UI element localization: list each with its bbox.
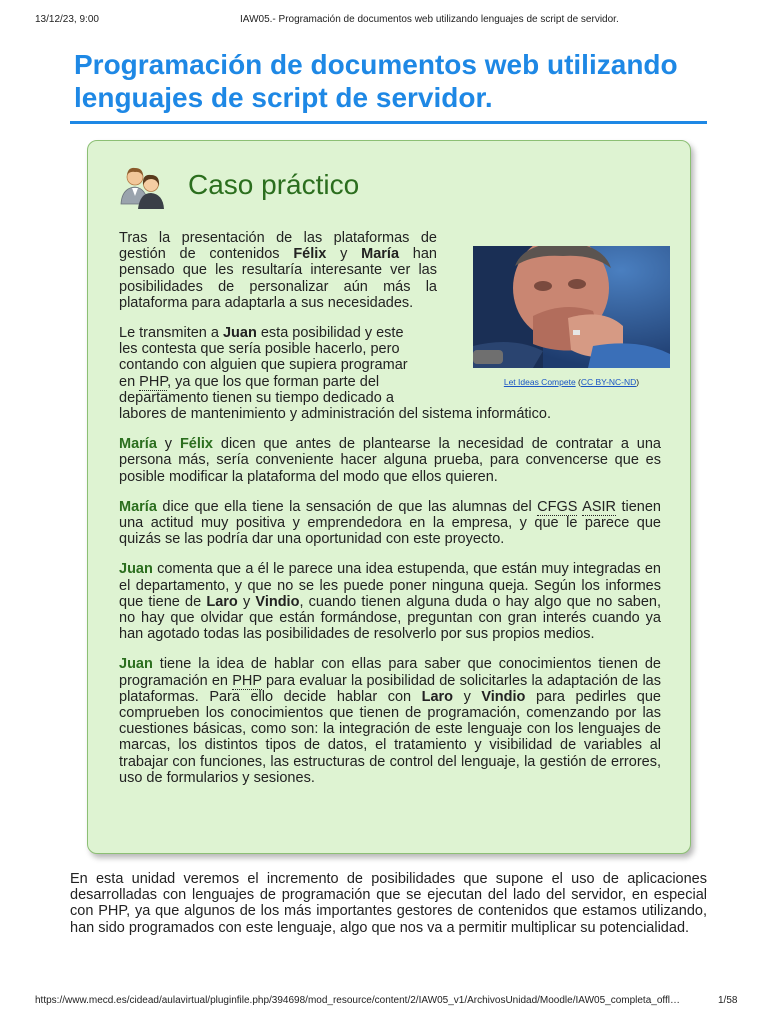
license-link[interactable]: CC BY-NC-ND bbox=[580, 377, 637, 387]
page-number: 1/58 bbox=[718, 995, 738, 1006]
php-abbreviation[interactable]: PHP bbox=[139, 373, 168, 390]
case-paragraph-5: Juan comenta que a él le parece una idea estupenda, que están muy integradas en el departamento, y que no se les puede poner ninguna queja. Según los informes que tiene de Laro y Vindio, cuando tienen alguna duda o hay algo que no saben, no hay que olvidar que están formándose, preguntan con gran interés cuando ya han agotado todas las posibilidades de resolverlo por sus propios medios. bbox=[119, 561, 661, 643]
php-abbreviation[interactable]: PHP bbox=[232, 672, 262, 689]
case-paragraph-6: Juan tiene la idea de hablar con ellas para saber que conocimientos tienen de programación en PHP para evaluar la posibilidad de solicitarles la adaptación de las plataformas. Para ello decide hablar con Laro y Vindio para pedirles que comprueben los conocimientos que tienen de programación, comenzando por las cuestiones básicas, como son: la integración de este lenguaje con los lenguajes de marcas, los distintos tipos de datos, el tratamiento y visibilidad de variables al trabajar con funciones, las estructuras de control del lenguaje, la gestión de errores, uso de formularios y sesiones. bbox=[119, 656, 662, 786]
title-underline bbox=[70, 121, 707, 124]
print-document-title: IAW05.- Programación de documentos web utilizando lenguajes de script de servidor. bbox=[240, 14, 619, 25]
caption-open-paren: ( bbox=[575, 377, 581, 387]
case-paragraph-2: Le transmiten a Juan esta posibilidad y este les contesta que sería posible hacerlo, pero contando con alguien que supiera programar en PHP, ya que los que forman parte del departamento tienen su tiempo dedicado a labores de mantenimiento y administración del sistema informático. bbox=[119, 325, 551, 423]
case-practice-box bbox=[87, 140, 691, 854]
print-url: https://www.mecd.es/cidead/aulavirtual/pluginfile.php/394698/mod_resource/content/2/IAW05_v1/ArchivosUnidad/Moodle/IAW05_completa_offl… bbox=[35, 995, 680, 1006]
intro-paragraph: En esta unidad veremos el incremento de posibilidades que supone el uso de aplicaciones desarrolladas con lenguajes de programación que se ejecutan del lado del servidor, en especial con PHP, ya que algunos de los más importantes gestores de contenidos que estamos utilizando, han sido programados con este lenguaje, algo que nos va a permitir multiplicar su potencialidad. bbox=[70, 871, 707, 936]
photo-caption-link[interactable]: Let Ideas Compete bbox=[503, 377, 576, 387]
caption-close-paren: ) bbox=[636, 377, 640, 387]
asir-abbreviation[interactable]: ASIR bbox=[582, 498, 616, 515]
case-paragraph-4: María dice que ella tiene la sensación de que las alumnas del CFGS ASIR tienen una actitud muy positiva y emprendedora en la empresa, y que le parece que quizás se las podría dar una oportunidad con este proyecto. bbox=[119, 498, 661, 548]
case-heading: Caso práctico bbox=[188, 169, 360, 200]
case-body bbox=[119, 230, 661, 800]
print-date: 13/12/23, 9:00 bbox=[35, 14, 99, 25]
page-title: Programación de documentos web utilizando lenguajes de script de servidor. bbox=[74, 49, 678, 113]
two-people-icon bbox=[118, 166, 168, 210]
case-paragraph-3: María y Félix dicen que antes de plantearse la necesidad de contratar a una persona más, sería conveniente hacer alguna prueba, para convencerse que es posible modificar la plataforma del modo que ellos quieren. bbox=[119, 436, 661, 485]
case-paragraph-1: Tras la presentación de las plataformas de gestión de contenidos Félix y María han pensado que les resultaría interesante ver las posibilidades de personalizar aún más la plataforma para adaptarla a sus necesidades. bbox=[119, 230, 437, 311]
cfgs-abbreviation[interactable]: CFGS bbox=[537, 498, 578, 515]
